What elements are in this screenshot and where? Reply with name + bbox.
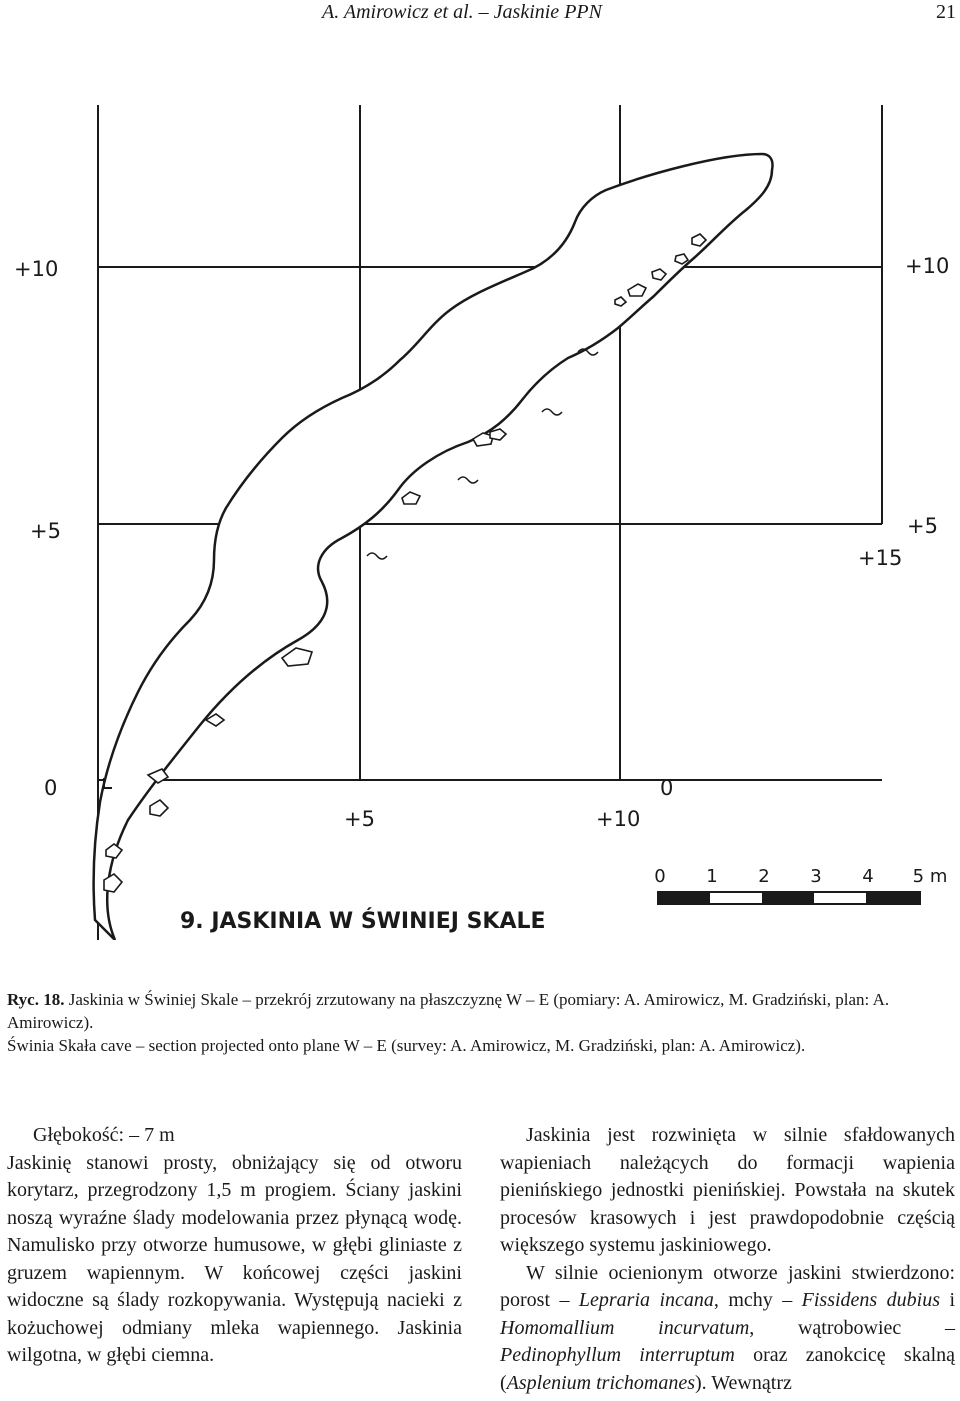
flora-text: ). Wewnątrz: [694, 1371, 792, 1394]
label-left-plus10: +10: [14, 257, 59, 281]
label-right-plus5: +5: [907, 514, 938, 538]
flora-text: , mchy –: [713, 1289, 802, 1311]
rock-block: [490, 429, 506, 440]
label-left-zero: 0: [44, 776, 58, 800]
caption-polish-text: Jaskinia w Świniej Skale – przekrój zrzutowany na płaszczyznę W – E (pomiary: A. Amirowicz, M. Gradziński, plan: A. Amirowicz).: [7, 990, 890, 1032]
scale-tick-label: 4: [862, 866, 874, 887]
description-paragraph: Jaskinię stanowi prosty, obniżający się od otworu korytarz, przegrodzony 1,5 m progiem. Ściany jaskini noszą wyraźne ślady modelowania przez płynącą wodę. Namulisko przy otworze humusowe, w głębi gliniaste z gruzem wapiennym. W końcowej części jaskini widoczne są ślady rozkopywania. Występują nacieki z kożuchowej odmiany mleka wapiennego. Jaskinia wilgotna, w głębi ciemna.: [7, 1151, 462, 1366]
scale-end-label: 5 m: [912, 866, 948, 887]
depth-line: Głębokość: – 7 m: [33, 1124, 175, 1146]
rock-block: [282, 648, 312, 666]
species-name: Lepraria incana: [578, 1289, 714, 1311]
flora-text: , wątrobowiec –: [749, 1316, 955, 1339]
figure-title: 9. JASKINIA W ŚWINIEJ SKALE: [180, 909, 546, 934]
label-bottom-plus5: +5: [344, 807, 375, 831]
label-left-plus5: +5: [30, 519, 61, 543]
flora-paragraph: [500, 1260, 955, 1398]
flow-mark: [367, 553, 387, 559]
cave-outline: [94, 154, 773, 940]
label-mid-zero: 0: [660, 776, 674, 800]
right-column: [500, 1122, 955, 1397]
label-right-plus15: +15: [858, 546, 903, 570]
caption-polish: [7, 988, 952, 1034]
scale-tick-label: 0: [654, 866, 666, 887]
species-name: Pedinophyllum interruptum: [500, 1344, 735, 1366]
label-right-plus10: +10: [905, 254, 950, 278]
cave-section-figure: [0, 60, 960, 940]
flow-mark: [542, 409, 562, 415]
geology-paragraph: Jaskinia jest rozwinięta w silnie sfałdowanych wapieniach należących do formacji wapienia pienińskiego jednostki pienińskiej. Powstała na skutek procesów krasowych i jest prawdopodobnie częścią większego systemu jaskiniowego.: [500, 1124, 955, 1256]
scale-tick-label: 1: [706, 866, 718, 887]
rock-block: [150, 800, 168, 816]
species-name: Homomallium incurvatum: [500, 1316, 750, 1339]
page-number: 21: [936, 1, 956, 23]
flora-text: oraz zanokcicę skalną (: [500, 1344, 956, 1394]
species-name: Fissidens dubius: [801, 1289, 940, 1311]
cave-section-drawing: [0, 60, 960, 940]
caption-english: Świnia Skała cave – section projected onto plane W – E (survey: A. Amirowicz, M. Gradziński, plan: A. Amirowicz).: [7, 1036, 806, 1055]
running-head-title: A. Amirowicz et al. – Jaskinie PPN: [322, 1, 602, 23]
running-head: [0, 0, 960, 30]
species-name: Asplenium trichomanes: [506, 1371, 695, 1394]
flora-text: W silnie ocienionym otworze jaskini stwierdzono: porost –: [500, 1261, 955, 1311]
flora-text: i: [940, 1289, 955, 1311]
breakdown-blocks: [104, 234, 706, 892]
label-bottom-plus10: +10: [596, 807, 641, 831]
scale-tick-label: 3: [810, 866, 822, 887]
rock-block: [402, 492, 420, 504]
scale-tick-label: 2: [758, 866, 770, 887]
flow-mark: [458, 477, 478, 483]
caption-label: Ryc. 18.: [7, 990, 65, 1009]
scale-bar: [654, 866, 947, 904]
left-column: [7, 1122, 462, 1370]
figure-caption: [7, 988, 952, 1057]
